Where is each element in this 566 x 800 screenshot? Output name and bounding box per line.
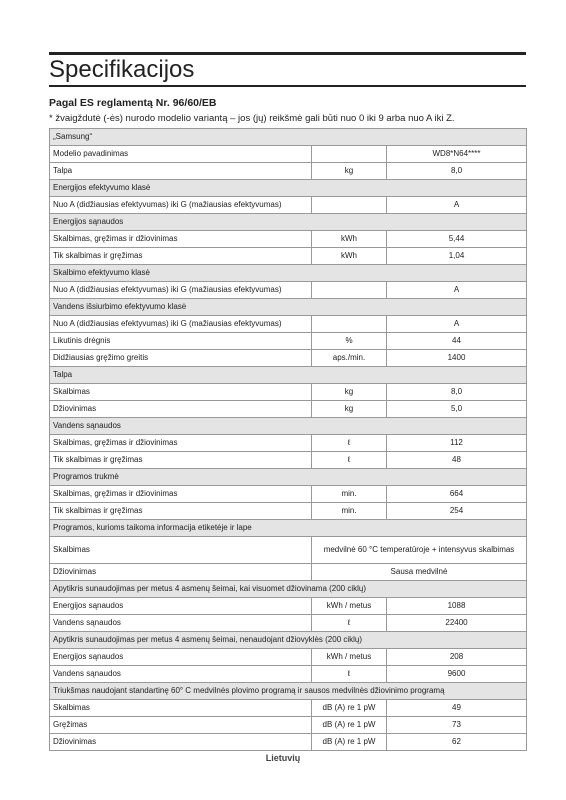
- spec-value: 9600: [387, 666, 527, 683]
- spec-row: [50, 197, 527, 214]
- spec-unit: ℓ: [312, 452, 387, 469]
- spec-row: [50, 146, 527, 163]
- section-header-row: [50, 129, 527, 146]
- section-header-row: [50, 632, 527, 649]
- spec-value: 8,0: [387, 384, 527, 401]
- page-footer-language: Lietuvių: [265, 753, 301, 763]
- section-header: Apytikris sunaudojimas per metus 4 asmenų šeimai, kai visuomet džiovinama (200 ciklų): [50, 581, 527, 598]
- spec-unit: kg: [312, 384, 387, 401]
- spec-row: [50, 700, 527, 717]
- spec-label: Skalbimas, gręžimas ir džiovinimas: [50, 231, 312, 248]
- spec-unit: kg: [312, 401, 387, 418]
- spec-value: 664: [387, 486, 527, 503]
- spec-value: 1400: [387, 350, 527, 367]
- spec-unit: dB (A) re 1 pW: [312, 734, 387, 751]
- spec-unit: kWh / metus: [312, 649, 387, 666]
- section-header: Vandens išsiurbimo efektyvumo klasė: [50, 299, 527, 316]
- section-header-row: [50, 469, 527, 486]
- spec-label: Džiovinimas: [50, 734, 312, 751]
- section-header-row: [50, 520, 527, 537]
- spec-value: medvilnė 60 °C temperatūroje + intensyvus skalbimas: [312, 537, 527, 564]
- spec-row: [50, 435, 527, 452]
- section-header: Vandens sąnaudos: [50, 418, 527, 435]
- spec-row: [50, 163, 527, 180]
- spec-unit: kWh: [312, 248, 387, 265]
- title-bar: [49, 52, 526, 87]
- spec-row: [50, 333, 527, 350]
- spec-value: 254: [387, 503, 527, 520]
- spec-value: 112: [387, 435, 527, 452]
- spec-table-body: [50, 129, 527, 751]
- spec-unit: %: [312, 333, 387, 350]
- spec-unit: dB (A) re 1 pW: [312, 700, 387, 717]
- spec-row: [50, 564, 527, 581]
- section-header-row: [50, 418, 527, 435]
- variant-note: * žvaigždutė (-ės) nurodo modelio variantą – jos (jų) reikšmė gali būti nuo 0 iki 9 arba nuo A iki Z.: [49, 113, 455, 124]
- spec-label: Energijos sąnaudos: [50, 598, 312, 615]
- spec-label: Talpa: [50, 163, 312, 180]
- spec-unit: [312, 197, 387, 214]
- spec-label: Tik skalbimas ir gręžimas: [50, 452, 312, 469]
- section-header-row: [50, 180, 527, 197]
- spec-label: Vandens sąnaudos: [50, 666, 312, 683]
- spec-row: [50, 615, 527, 632]
- spec-value: 1088: [387, 598, 527, 615]
- section-header-row: [50, 214, 527, 231]
- spec-row: [50, 734, 527, 751]
- spec-unit: kWh / metus: [312, 598, 387, 615]
- spec-unit: [312, 146, 387, 163]
- regulation-subtitle: Pagal ES reglamentą Nr. 96/60/EB: [49, 97, 217, 109]
- spec-unit: min.: [312, 503, 387, 520]
- spec-row: [50, 384, 527, 401]
- spec-page: [49, 52, 526, 751]
- spec-value: A: [387, 197, 527, 214]
- spec-row: [50, 452, 527, 469]
- spec-row: [50, 282, 527, 299]
- spec-value: 48: [387, 452, 527, 469]
- spec-label: Džiovinimas: [50, 401, 312, 418]
- spec-label: Energijos sąnaudos: [50, 649, 312, 666]
- spec-unit: aps./min.: [312, 350, 387, 367]
- spec-unit: kWh: [312, 231, 387, 248]
- spec-label: Skalbimas: [50, 700, 312, 717]
- section-header: Energijos efektyvumo klasė: [50, 180, 527, 197]
- spec-label: Nuo A (didžiausias efektyvumas) iki G (mažiausias efektyvumas): [50, 282, 312, 299]
- section-header-row: [50, 683, 527, 700]
- spec-unit: kg: [312, 163, 387, 180]
- spec-value: 1,04: [387, 248, 527, 265]
- spec-label: Gręžimas: [50, 717, 312, 734]
- spec-value: 208: [387, 649, 527, 666]
- spec-label: Tik skalbimas ir gręžimas: [50, 503, 312, 520]
- spec-label: Vandens sąnaudos: [50, 615, 312, 632]
- spec-row: [50, 598, 527, 615]
- spec-row: [50, 231, 527, 248]
- spec-value: A: [387, 282, 527, 299]
- spec-label: Skalbimas, gręžimas ir džiovinimas: [50, 486, 312, 503]
- spec-row: [50, 717, 527, 734]
- spec-value: 22400: [387, 615, 527, 632]
- spec-label: Skalbimas: [50, 384, 312, 401]
- section-header: Programos trukmė: [50, 469, 527, 486]
- spec-row: [50, 401, 527, 418]
- spec-row: [50, 503, 527, 520]
- page-title: Specifikacijos: [49, 56, 195, 83]
- spec-value: 5,0: [387, 401, 527, 418]
- spec-row: [50, 248, 527, 265]
- spec-label: Modelio pavadinimas: [50, 146, 312, 163]
- section-header: Talpa: [50, 367, 527, 384]
- spec-value: 44: [387, 333, 527, 350]
- spec-row: [50, 350, 527, 367]
- spec-value: 73: [387, 717, 527, 734]
- section-header: Energijos sąnaudos: [50, 214, 527, 231]
- spec-value: WD8*N64****: [387, 146, 527, 163]
- spec-value: A: [387, 316, 527, 333]
- spec-unit: ℓ: [312, 435, 387, 452]
- spec-row: [50, 666, 527, 683]
- spec-unit: dB (A) re 1 pW: [312, 717, 387, 734]
- spec-value: 8,0: [387, 163, 527, 180]
- spec-label: Nuo A (didžiausias efektyvumas) iki G (mažiausias efektyvumas): [50, 316, 312, 333]
- section-header-row: [50, 299, 527, 316]
- spec-value: Sausa medvilnė: [312, 564, 527, 581]
- spec-unit: [312, 282, 387, 299]
- section-header: Programos, kurioms taikoma informacija etiketėje ir lape: [50, 520, 527, 537]
- spec-row: [50, 537, 527, 564]
- spec-label: Skalbimas: [50, 537, 312, 564]
- section-header-row: [50, 581, 527, 598]
- spec-table: [49, 128, 527, 751]
- spec-label: Didžiausias gręžimo greitis: [50, 350, 312, 367]
- spec-label: Nuo A (didžiausias efektyvumas) iki G (mažiausias efektyvumas): [50, 197, 312, 214]
- section-header: „Samsung“: [50, 129, 527, 146]
- section-header-row: [50, 367, 527, 384]
- spec-label: Skalbimas, gręžimas ir džiovinimas: [50, 435, 312, 452]
- spec-unit: ℓ: [312, 615, 387, 632]
- spec-row: [50, 486, 527, 503]
- spec-label: Džiovinimas: [50, 564, 312, 581]
- spec-label: Tik skalbimas ir gręžimas: [50, 248, 312, 265]
- spec-unit: ℓ: [312, 666, 387, 683]
- spec-value: 62: [387, 734, 527, 751]
- spec-value: 49: [387, 700, 527, 717]
- spec-row: [50, 316, 527, 333]
- section-header: Apytikris sunaudojimas per metus 4 asmenų šeimai, nenaudojant džiovyklės (200 ciklų): [50, 632, 527, 649]
- spec-row: [50, 649, 527, 666]
- section-header: Triukšmas naudojant standartinę 60° C medvilnės plovimo programą ir sausos medvilnės džiovinimo programą: [50, 683, 527, 700]
- spec-label: Likutinis drėgnis: [50, 333, 312, 350]
- section-header: Skalbimo efektyvumo klasė: [50, 265, 527, 282]
- spec-value: 5,44: [387, 231, 527, 248]
- spec-unit: [312, 316, 387, 333]
- spec-unit: min.: [312, 486, 387, 503]
- section-header-row: [50, 265, 527, 282]
